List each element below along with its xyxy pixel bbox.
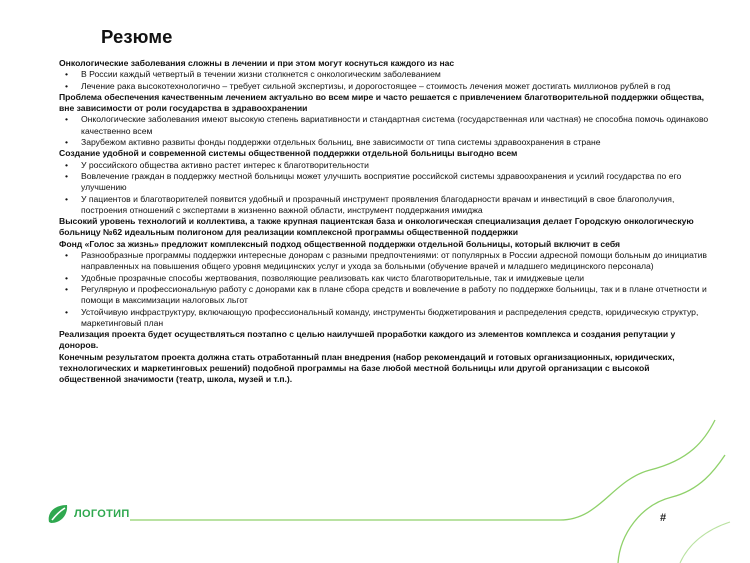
- bullet-item: • Удобные прозрачные способы жертвования, позволяющие реализовать как чисто благотворительные, так и имиджевые цели: [59, 273, 709, 284]
- corner-curve-inner: [618, 455, 725, 563]
- corner-curve-outer: [560, 420, 715, 520]
- bullet-item: • У российского общества активно растет интерес к благотворительности: [59, 160, 709, 171]
- bullet-item: • В России каждый четвертый в течении жизни столкнется с онкологическим заболеванием: [59, 69, 709, 80]
- leaf-icon: [46, 503, 70, 525]
- bullet-item: • Устойчивую инфраструктуру, включающую профессиональный команду, инструменты бюджетирования и распределения средств, юридическую структур, маркетинговый план: [59, 307, 709, 330]
- bullet-item: • Зарубежом активно развиты фонды поддержки отдельных больниц, вне зависимости от типа системы здравоохранения в стране: [59, 137, 709, 148]
- slide-title: Резюме: [101, 26, 173, 47]
- section-heading-1: Онкологические заболевания сложны в лечении и при этом могут коснуться каждого из нас: [59, 58, 455, 68]
- section-heading-5: Фонд «Голос за жизнь» предложит комплексный подход общественной поддержки отдельной больницы, который включит в себя: [59, 238, 621, 249]
- bullet-item: • Вовлечение граждан в поддержку местной больницы может улучшить восприятие российской системы здравоохранения и усилий государства по его улучшению: [59, 171, 709, 194]
- section-heading-3: Создание удобной и современной системы общественной поддержки отдельной больницы выгодно всем: [59, 148, 518, 159]
- bullet-item: • Лечение рака высокотехнологично – требует сильной экспертизы, и дорогостоящее – стоимость лечения может достигать миллионов рублей в год: [59, 81, 709, 92]
- corner-curve-bottom: [680, 522, 730, 563]
- section-heading-2: Проблема обеспечения качественным лечением актуально во всем мире и часто решается с привлечением благотворительной поддержки общества, вне зависимости от роли государства в здравоохранении: [59, 91, 705, 114]
- section-heading-6: Реализация проекта будет осуществляться поэтапно с целью наилучшей проработки каждого из элементов комплекса и создания репутации у доноров.: [59, 329, 676, 351]
- bullet-item: • Разнообразные программы поддержки интересные донорам с разными предпочтениями: от популярных в России адресной помощи больным до инициатив направленных на повышения общего уровня медицинских услуг и ухода за больными (обучение врачей и младшего медицинского персонала): [59, 250, 709, 273]
- section-heading-4: Высокий уровень технологий и коллектива, а также крупная пациентская база и онкологическая специализация делает Городскую онкологическую больницу №62 идеальным полигоном для реализации комплексной программы общественной поддержки: [59, 216, 694, 238]
- bullet-item: • Онкологические заболевания имеют высокую степень вариативности и стандартная система (государственная или частная) не способна помочь одинаково качественно всем: [59, 114, 709, 137]
- logo-text: ЛОГОТИП: [74, 508, 130, 520]
- page-number: #: [660, 512, 667, 524]
- section-heading-7: Конечным результатом проекта должна стать отработанный план внедрения (набор рекомендаций и готовых организационных, юридических, технологических и маркетинговых решений) подобной программы на базе любой местной больницы или другой организации с высокой общественной значимости (театр, школа, музей и т.п.).: [59, 351, 675, 385]
- logo: [46, 503, 130, 525]
- bullet-item: • Регулярную и профессиональную работу с донорами как в плане сбора средств и вовлечение в работу по поддержке больницы, так и в плане отчетности и помощи в максимизации налоговых льгот: [59, 284, 709, 307]
- bullet-item: • У пациентов и благотворителей появится удобный и прозрачный инструмент проявления благодарности врачам и инвестиций в свое благополучия, построения отношений с экспертами в жизненно важной области, инструмент поддержания имиджа: [59, 194, 709, 217]
